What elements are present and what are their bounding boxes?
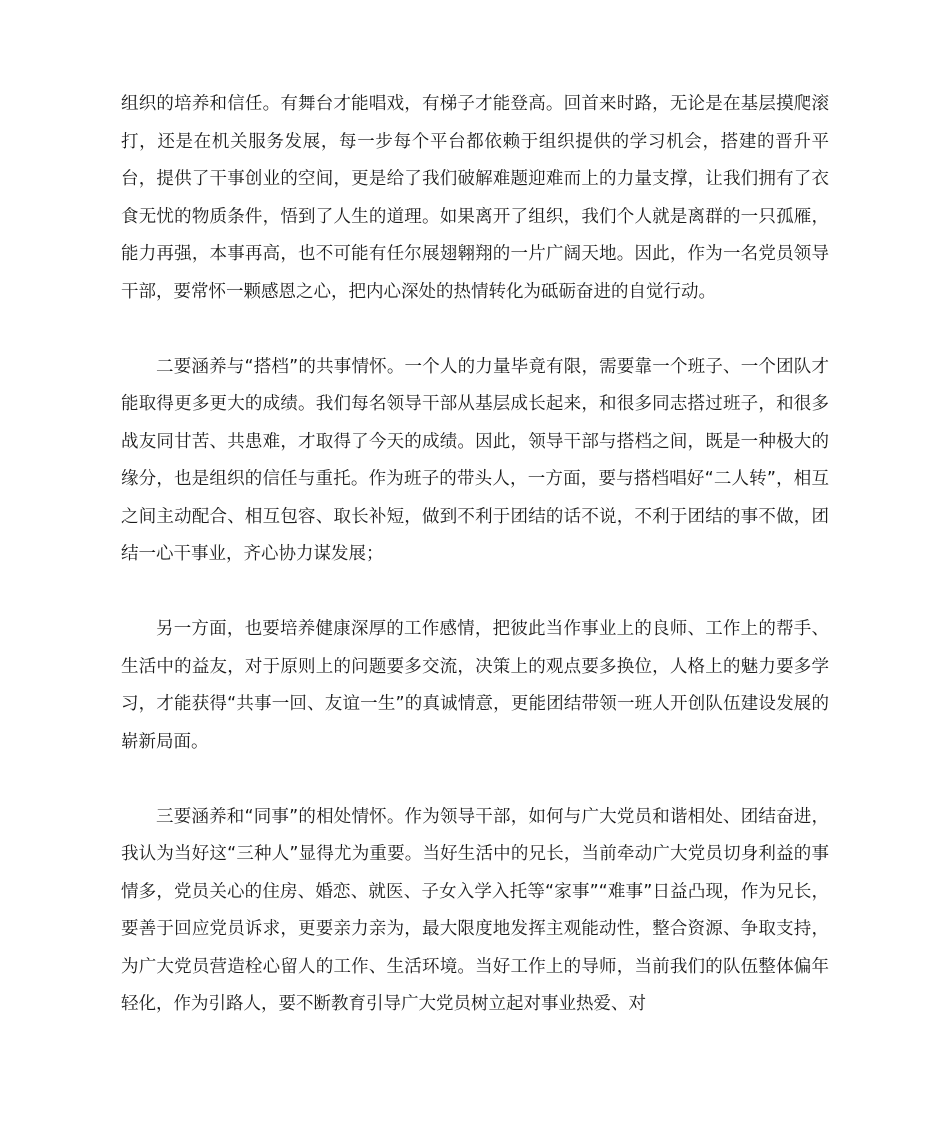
paragraph-spacer (121, 311, 829, 349)
paragraph-4: 三要涵养和“同事”的相处情怀。作为领导干部，如何与广大党员和谐相处、团结奋进，我认为当好这“三种人”显得尤为重要。当好生活中的兄长，当前牵动广大党员切身利益的事情多，党员关心的住房、婚恋、就医、子女入学入托等“家事”“难事”日益凸现，作为兄长，要善于回应党员诉求，更要亲力亲为，最大限度地发挥主观能动性，整合资源、争取支持，为广大党员营造栓心留人的工作、生活环境。当好工作上的导师，当前我们的队伍整体偏年轻化，作为引路人，要不断教育引导广大党员树立起对事业热爱、对 (121, 806, 829, 1014)
paragraph-1: 组织的培养和信任。有舞台才能唱戏，有梯子才能登高。回首来时路，无论是在基层摸爬滚打，还是在机关服务发展，每一步每个平台都依赖于组织提供的学习机会，搭建的晋升平台，提供了干事创业的空间，更是给了我们破解难题迎难而上的力量支撑，让我们拥有了衣食无忧的物质条件，悟到了人生的道理。如果离开了组织，我们个人就是离群的一只孤雁，能力再强，本事再高，也不可能有任尔展翅翱翔的一片广阔天地。因此，作为一名党员领导干部，要常怀一颗感恩之心，把内心深处的热情转化为砥砺奋进的自觉行动。 (121, 94, 829, 302)
paragraph-3: 另一方面，也要培养健康深厚的工作感情，把彼此当作事业上的良师、工作上的帮手、生活中的益友，对于原则上的问题要多交流，决策上的观点要多换位，人格上的魅力要多学习，才能获得“共事一回、友谊一生”的真诚情意，更能团结带领一班人开创队伍建设发展的崭新局面。 (121, 619, 829, 752)
paragraph-2: 二要涵养与“搭档”的共事情怀。一个人的力量毕竟有限，需要靠一个班子、一个团队才能取得更多更大的成绩。我们每名领导干部从基层成长起来，和很多同志搭过班子，和很多战友同甘苦、共患难，才取得了今天的成绩。因此，领导干部与搭档之间，既是一种极大的缘分，也是组织的信任与重托。作为班子的带头人，一方面，要与搭档唱好“二人转”，相互之间主动配合、相互包容、取长补短，做到不利于团结的话不说，不利于团结的事不做，团结一心干事业，齐心协力谋发展； (121, 356, 829, 564)
document-body (121, 86, 829, 1024)
paragraph-spacer (121, 574, 829, 612)
paragraph-spacer (121, 761, 829, 799)
